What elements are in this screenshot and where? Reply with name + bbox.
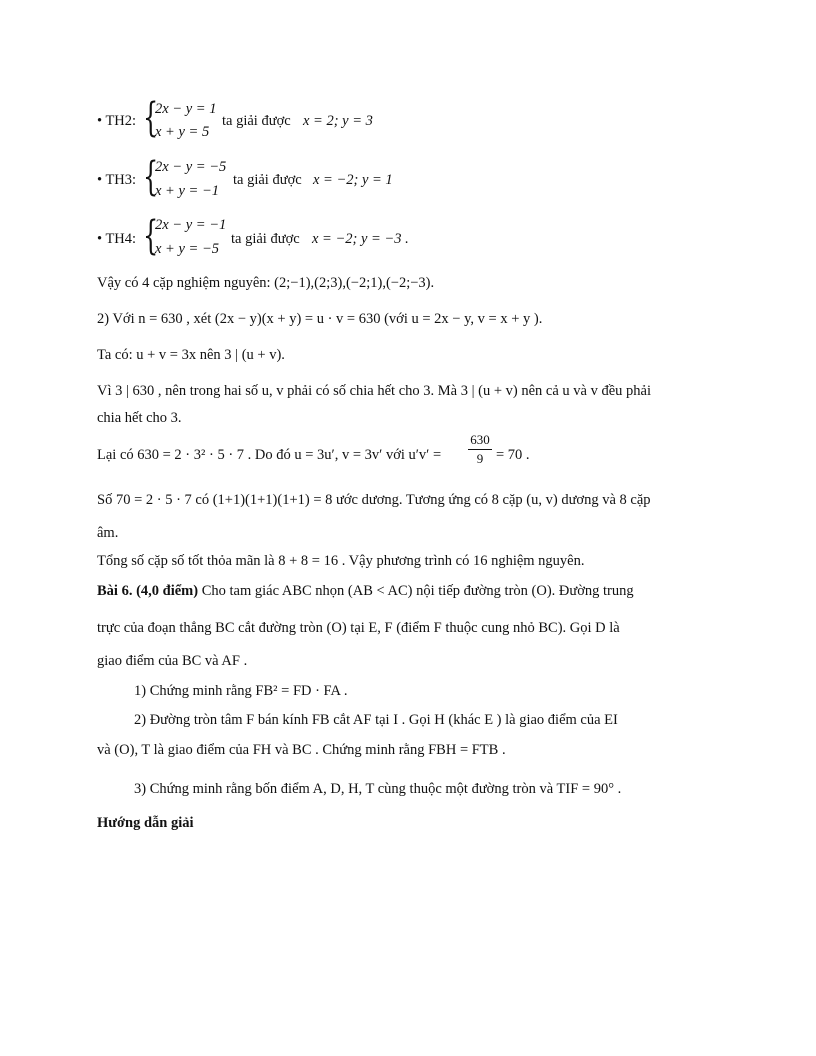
th4-solve: ta giải được [231,231,300,247]
th2-eq1: 2x − y = 1 [155,101,217,117]
question-3: 3) Chứng minh rằng bốn điểm A, D, H, T cùng thuộc một đường tròn và TIF = 90° . [134,781,622,797]
solution-heading: Hướng dẫn giải [97,815,194,831]
th3-solve: ta giải được [233,172,302,188]
th3-label: • TH3: [97,172,137,188]
brace-icon: { [143,154,159,200]
problem6-statement [97,581,719,601]
divisible-line: Vì 3 | 630 , nên trong hai số u, v phải có số chia hết cho 3. Mà 3 | (u + v) nên cả u và v đều phải [97,383,651,399]
th4-eq1: 2x − y = −1 [155,217,227,233]
problem6-title: Bài 6. (4,0 điểm) [97,583,199,599]
th4-eq2: x + y = −5 [155,241,219,257]
conclusion-line: Vậy có 4 cặp nghiệm nguyên: (2;−1),(2;3),(−2;1),(−2;−3). [97,275,435,291]
th2-eq2: x + y = 5 [155,124,210,140]
brace-icon: { [143,95,159,141]
problem6-line2: trực của đoạn thẳng BC cắt đường tròn (O) tại E, F (điểm F thuộc cung nhỏ BC). Gọi D là [97,620,620,636]
problem6-line3: giao điểm của BC và AF . [97,653,248,669]
th3-eq2: x + y = −1 [155,183,219,199]
question-2-cont: và (O), T là giao điểm của FH và BC . Chứng minh rằng FBH = FTB . [97,742,506,758]
th2-result: x = 2; y = 3 [303,113,373,129]
brace-icon: { [143,213,159,259]
fraction-denominator: 9 [476,451,484,466]
divisible-line-cont: chia hết cho 3. [97,410,182,426]
factor-result: = 70 . [496,447,530,463]
divisor-line-cont: âm. [97,525,119,541]
th3-eq1: 2x − y = −5 [155,159,227,175]
th4-result: x = −2; y = −3 . [312,231,409,247]
fraction-numerator: 630 [470,432,490,447]
total-line: Tổng số cặp số tốt thỏa mãn là 8 + 8 = 16 . Vậy phương trình có 16 nghiệm nguyên. [97,553,585,569]
sum-line: Ta có: u + v = 3x nên 3 | (u + v). [97,347,285,363]
problem6-text: Cho tam giác ABC nhọn (AB < AC) nội tiếp đường tròn (O). Đường trung [198,583,634,599]
th2-solve: ta giải được [222,113,291,129]
th2-label: • TH2: [97,113,137,129]
th3-result: x = −2; y = 1 [313,172,393,188]
divisor-line: Số 70 = 2 · 5 · 7 có (1+1)(1+1)(1+1) = 8 ước dương. Tương ứng có 8 cặp (u, v) dương và 8 cặp [97,492,651,508]
part2-line: 2) Với n = 630 , xét (2x − y)(x + y) = u · v = 630 (với u = 2x − y, v = x + y ). [97,311,543,327]
question-2: 2) Đường tròn tâm F bán kính FB cắt AF tại I . Gọi H (khác E ) là giao điểm của EI [134,712,618,728]
question-1: 1) Chứng minh rằng FB² = FD · FA . [134,683,348,699]
fraction-bar [468,449,492,450]
factor-text: Lại có 630 = 2 · 3² · 5 · 7 . Do đó u = 3u′, v = 3v′ với u′v′ = [97,447,442,463]
th4-label: • TH4: [97,231,137,247]
